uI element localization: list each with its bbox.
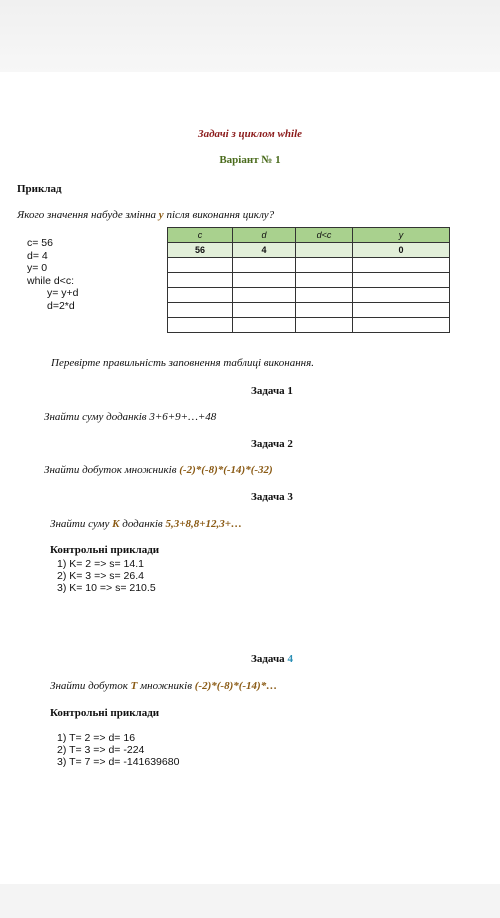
table-cell <box>296 258 353 273</box>
task3-examples <box>57 558 156 594</box>
list-item: 3) K= 10 => s= 210.5 <box>57 582 156 594</box>
question-text-pre: Якого значення набуде змінна <box>17 209 159 221</box>
code-line: y= y+d <box>47 287 79 299</box>
table-cell <box>353 288 450 303</box>
table-cell: 4 <box>233 243 296 258</box>
table-cell <box>296 318 353 333</box>
task2-text <box>44 464 273 476</box>
question-variable: y <box>158 209 164 221</box>
header-d-lt-c: d<c <box>296 228 353 243</box>
task3-text-mid: доданків <box>119 518 166 530</box>
task3-k: K <box>112 518 120 530</box>
trace-header-row <box>168 228 450 243</box>
list-item: 2) K= 3 => s= 26.4 <box>57 570 144 582</box>
table-cell <box>353 303 450 318</box>
code-line: while d<c: <box>27 274 74 287</box>
table-cell <box>353 318 450 333</box>
task2-heading: Задача 2 <box>251 438 293 450</box>
table-cell <box>233 273 296 288</box>
task4-expression: (-2)*(-8)*(-14)*… <box>194 680 278 692</box>
trace-table <box>167 227 450 333</box>
task4-examples <box>57 732 179 768</box>
table-row <box>168 303 450 318</box>
table-cell <box>296 288 353 303</box>
code-block <box>27 237 79 312</box>
header-y: y <box>353 228 450 243</box>
example-question <box>17 209 274 221</box>
task4-text-mid: множників <box>137 680 195 692</box>
table-cell <box>233 258 296 273</box>
question-text-post: після виконання циклу? <box>163 209 275 221</box>
code-line: d= 4 <box>27 249 48 262</box>
task4-heading <box>0 653 500 665</box>
table-cell <box>353 273 450 288</box>
table-row <box>168 258 450 273</box>
document-page <box>0 72 500 884</box>
table-row <box>168 318 450 333</box>
table-row <box>168 273 450 288</box>
task4-text <box>50 680 277 692</box>
task2-expression: (-2)*(-8)*(-14)*(-32) <box>179 464 273 476</box>
table-cell <box>233 288 296 303</box>
list-item: 1) K= 2 => s= 14.1 <box>57 558 144 570</box>
task1-text: Знайти суму доданків 3+6+9+…+48 <box>44 411 217 423</box>
task3-text <box>50 518 242 530</box>
task4-text-pre: Знайти добуток <box>50 680 131 692</box>
table-cell <box>168 318 233 333</box>
table-cell <box>296 273 353 288</box>
table-cell <box>296 243 353 258</box>
page-top-margin <box>0 0 500 72</box>
table-cell <box>233 318 296 333</box>
table-cell <box>296 303 353 318</box>
list-item: 1) T= 2 => d= 16 <box>57 732 136 744</box>
task4-heading-number: 4 <box>287 653 293 665</box>
table-row <box>168 288 450 303</box>
table-cell <box>353 258 450 273</box>
table-cell <box>233 303 296 318</box>
code-line: d=2*d <box>47 299 75 312</box>
task4-examples-heading: Контрольні приклади <box>50 707 160 719</box>
task2-text-pre: Знайти добуток множників <box>44 464 180 476</box>
example-heading: Приклад <box>17 183 62 195</box>
task4-heading-word: Задача <box>251 653 288 665</box>
header-d: d <box>233 228 296 243</box>
variant-label: Варіант № 1 <box>219 154 281 166</box>
table-cell: 0 <box>353 243 450 258</box>
code-line: y= 0 <box>27 262 48 274</box>
task3-heading: Задача 3 <box>251 491 293 503</box>
document-title: Задачі з циклом while <box>197 128 303 140</box>
list-item: 2) T= 3 => d= -224 <box>57 744 145 756</box>
table-cell <box>168 258 233 273</box>
table-cell: 56 <box>168 243 233 258</box>
table-cell <box>168 273 233 288</box>
list-item: 3) T= 7 => d= -141639680 <box>57 756 180 768</box>
task3-text-pre: Знайти суму <box>50 518 113 530</box>
task4-t: T <box>130 680 138 692</box>
task1-heading: Задача 1 <box>251 385 293 397</box>
task3-expression: 5,3+8,8+12,3+… <box>165 518 242 530</box>
table-note: Перевірте правильність заповнення таблиці виконання. <box>51 357 315 369</box>
table-cell <box>168 288 233 303</box>
table-row <box>168 243 450 258</box>
code-line: c= 56 <box>27 237 53 249</box>
task3-examples-heading: Контрольні приклади <box>50 544 160 556</box>
header-c: c <box>168 228 233 243</box>
table-cell <box>168 303 233 318</box>
